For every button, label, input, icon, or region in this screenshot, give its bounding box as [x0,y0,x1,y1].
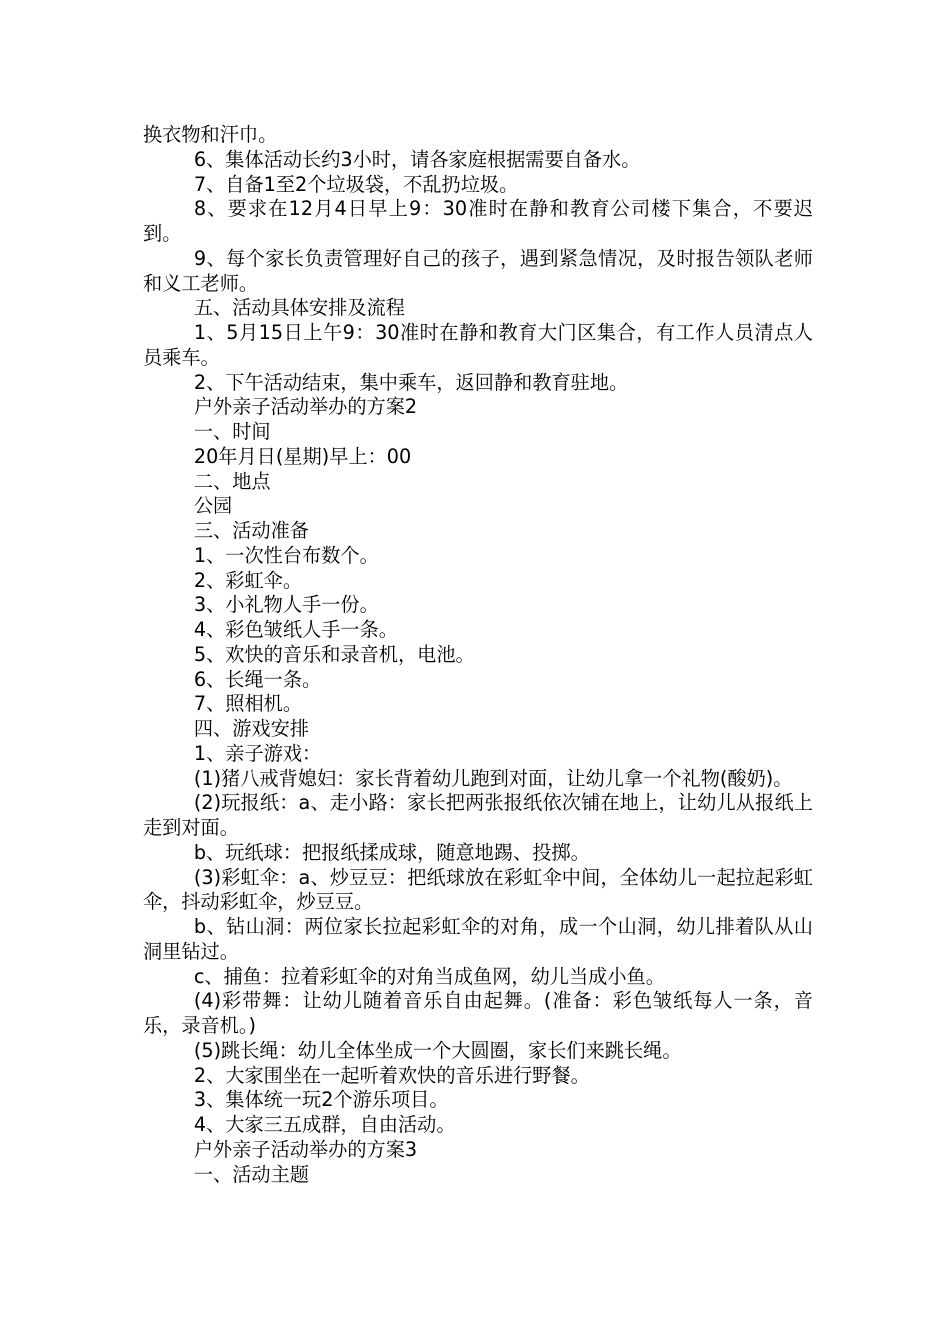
paragraph: 6、长绳一条。 [193,667,322,691]
paragraph: 四、游戏安排 [193,717,309,740]
paragraph: 6、集体活动长约3小时，请各家庭根据需要自备水。 [193,147,641,171]
document-body [143,123,813,1187]
paragraph: (5)跳长绳：幼儿全体坐成一个大圆圈，家长们来跳长绳。 [193,1038,682,1062]
paragraph: 2、大家围坐在一起听着欢快的音乐进行野餐。 [193,1063,590,1087]
paragraph: 1、亲子游戏： [193,741,322,765]
paragraph: 8、要求在12月4日早上9：30准时在静和教育公司楼下集合，不要迟到。 [143,197,813,245]
paragraph: 2、彩虹伞。 [193,568,303,592]
paragraph: 五、活动具体安排及流程 [193,296,405,320]
paragraph: 3、集体统一玩2个游乐项目。 [193,1088,449,1112]
paragraph: 1、一次性台布数个。 [193,543,379,567]
paragraph: 公园 [193,494,233,518]
paragraph: (2)玩报纸：a、走小路：家长把两张报纸依次铺在地上，让幼儿从报纸上走到对面。 [143,791,813,839]
paragraph: 4、大家三五成群，自由活动。 [193,1113,456,1136]
paragraph: (1)猪八戒背媳妇：家长背着幼儿跑到对面，让幼儿拿一个礼物(酸奶)。 [193,766,793,790]
paragraph: 7、自备1至2个垃圾袋，不乱扔垃圾。 [193,172,519,196]
paragraph: 一、活动主题 [193,1162,309,1186]
paragraph: 换衣物和汗巾。 [143,123,278,146]
paragraph: 一、时间 [193,420,271,443]
paragraph: 2、下午活动结束，集中乘车，返回静和教育驻地。 [193,370,629,394]
paragraph: 二、地点 [193,469,271,493]
paragraph: b、钻山洞：两位家长拉起彩虹伞的对角，成一个山洞，幼儿排着队从山洞里钻过。 [143,915,813,963]
paragraph: 户外亲子活动举办的方案3 [193,1137,418,1161]
paragraph: 5、欢快的音乐和录音机，电池。 [193,642,475,666]
paragraph: 9、每个家长负责管理好自己的孩子，遇到紧急情况，及时报告领队老师和义工老师。 [143,246,813,295]
paragraph: 户外亲子活动举办的方案2 [193,395,418,419]
paragraph: (3)彩虹伞：a、炒豆豆：把纸球放在彩虹伞中间，全体幼儿一起拉起彩虹伞，抖动彩虹伞，炒豆豆。 [143,865,813,914]
paragraph: b、玩纸球：把报纸揉成球，随意地踢、投掷。 [193,840,590,864]
paragraph: 三、活动准备 [193,519,309,542]
paragraph: 20年月日(星期)早上：00 [193,444,412,468]
paragraph: 4、彩色皱纸人手一条。 [193,618,398,641]
paragraph: c、捕鱼：拉着彩虹伞的对角当成鱼网，幼儿当成小鱼。 [193,964,665,988]
paragraph: 7、照相机。 [193,692,303,716]
paragraph: 1、5月15日上午9：30准时在静和教育大门区集合，有工作人员清点人员乘车。 [143,321,813,369]
paragraph: 3、小礼物人手一份。 [193,593,379,617]
paragraph: (4)彩带舞：让幼儿随着音乐自由起舞。(准备：彩色皱纸每人一条，音乐，录音机。) [143,989,813,1037]
